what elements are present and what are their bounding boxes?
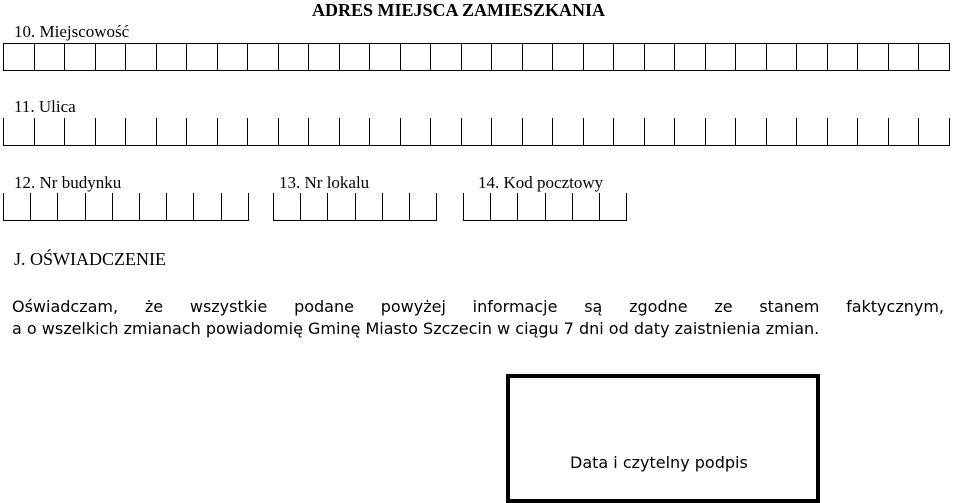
apartment-label: 13. Nr lokalu — [279, 173, 370, 192]
char-cell[interactable] — [309, 43, 340, 71]
char-cell[interactable] — [600, 193, 627, 221]
char-cell[interactable] — [65, 43, 96, 71]
address-section-title: ADRES MIEJSCA ZAMIESZKANIA — [312, 0, 606, 20]
char-cell[interactable] — [675, 118, 706, 146]
char-cell[interactable] — [96, 43, 127, 71]
char-cell[interactable] — [401, 43, 432, 71]
char-cell[interactable] — [370, 118, 401, 146]
char-cell[interactable] — [383, 193, 410, 221]
char-cell[interactable] — [218, 43, 249, 71]
char-cell[interactable] — [919, 118, 950, 146]
declaration-line-2: a o wszelkich zmianach powiadomię Gminę Miasto Szczecin w ciągu 7 dni od daty zaistnienia zmian. — [12, 319, 820, 338]
char-cell[interactable] — [491, 193, 518, 221]
char-cell[interactable] — [126, 43, 157, 71]
char-cell[interactable] — [58, 193, 85, 221]
char-cell[interactable] — [675, 43, 706, 71]
char-cell[interactable] — [301, 193, 328, 221]
char-cell[interactable] — [523, 118, 554, 146]
city-input[interactable] — [3, 43, 950, 71]
declaration-line-1: Oświadczam, że wszystkie podane powyżej informacje są zgodne ze stanem faktycznym, — [12, 297, 944, 316]
char-cell[interactable] — [431, 118, 462, 146]
char-cell[interactable] — [573, 193, 600, 221]
char-cell[interactable] — [858, 118, 889, 146]
char-cell[interactable] — [35, 43, 66, 71]
char-cell[interactable] — [410, 193, 437, 221]
char-cell[interactable] — [218, 118, 249, 146]
char-cell[interactable] — [340, 43, 371, 71]
char-cell[interactable] — [309, 118, 340, 146]
char-cell[interactable] — [584, 118, 615, 146]
char-cell[interactable] — [518, 193, 545, 221]
signature-label: Data i czytelny podpis — [570, 453, 748, 472]
street-input[interactable] — [3, 118, 950, 146]
char-cell[interactable] — [889, 43, 920, 71]
char-cell[interactable] — [4, 193, 31, 221]
char-cell[interactable] — [328, 193, 355, 221]
char-cell[interactable] — [919, 43, 950, 71]
char-cell[interactable] — [462, 43, 493, 71]
char-cell[interactable] — [222, 193, 249, 221]
char-cell[interactable] — [706, 118, 737, 146]
char-cell[interactable] — [187, 118, 218, 146]
char-cell[interactable] — [614, 118, 645, 146]
char-cell[interactable] — [126, 118, 157, 146]
char-cell[interactable] — [828, 43, 859, 71]
postal-code-label: 14. Kod pocztowy — [478, 173, 604, 192]
char-cell[interactable] — [736, 43, 767, 71]
char-cell[interactable] — [340, 118, 371, 146]
postal-code-input[interactable] — [463, 193, 627, 221]
char-cell[interactable] — [31, 193, 58, 221]
char-cell[interactable] — [584, 43, 615, 71]
char-cell[interactable] — [157, 118, 188, 146]
char-cell[interactable] — [828, 118, 859, 146]
char-cell[interactable] — [462, 118, 493, 146]
char-cell[interactable] — [736, 118, 767, 146]
char-cell[interactable] — [187, 43, 218, 71]
char-cell[interactable] — [279, 43, 310, 71]
char-cell[interactable] — [356, 193, 383, 221]
char-cell[interactable] — [248, 43, 279, 71]
building-label: 12. Nr budynku — [14, 173, 122, 192]
char-cell[interactable] — [194, 193, 221, 221]
char-cell[interactable] — [797, 43, 828, 71]
apartment-number-input[interactable] — [273, 193, 437, 221]
char-cell[interactable] — [35, 118, 66, 146]
city-label: 10. Miejscowość — [14, 22, 130, 41]
char-cell[interactable] — [645, 43, 676, 71]
building-number-input[interactable] — [3, 193, 249, 221]
char-cell[interactable] — [431, 43, 462, 71]
char-cell[interactable] — [492, 43, 523, 71]
char-cell[interactable] — [797, 118, 828, 146]
char-cell[interactable] — [4, 118, 35, 146]
char-cell[interactable] — [401, 118, 432, 146]
char-cell[interactable] — [553, 43, 584, 71]
char-cell[interactable] — [274, 193, 301, 221]
char-cell[interactable] — [65, 118, 96, 146]
declaration-title: J. OŚWIADCZENIE — [14, 249, 166, 269]
char-cell[interactable] — [86, 193, 113, 221]
char-cell[interactable] — [140, 193, 167, 221]
char-cell[interactable] — [858, 43, 889, 71]
char-cell[interactable] — [248, 118, 279, 146]
street-label: 11. Ulica — [14, 97, 76, 116]
char-cell[interactable] — [4, 43, 35, 71]
char-cell[interactable] — [279, 118, 310, 146]
char-cell[interactable] — [706, 43, 737, 71]
char-cell[interactable] — [889, 118, 920, 146]
char-cell[interactable] — [167, 193, 194, 221]
signature-box[interactable] — [506, 374, 820, 503]
char-cell[interactable] — [523, 43, 554, 71]
char-cell[interactable] — [767, 43, 798, 71]
char-cell[interactable] — [492, 118, 523, 146]
char-cell[interactable] — [96, 118, 127, 146]
char-cell[interactable] — [370, 43, 401, 71]
char-cell[interactable] — [464, 193, 491, 221]
char-cell[interactable] — [546, 193, 573, 221]
char-cell[interactable] — [113, 193, 140, 221]
char-cell[interactable] — [767, 118, 798, 146]
char-cell[interactable] — [614, 43, 645, 71]
char-cell[interactable] — [553, 118, 584, 146]
char-cell[interactable] — [645, 118, 676, 146]
char-cell[interactable] — [157, 43, 188, 71]
